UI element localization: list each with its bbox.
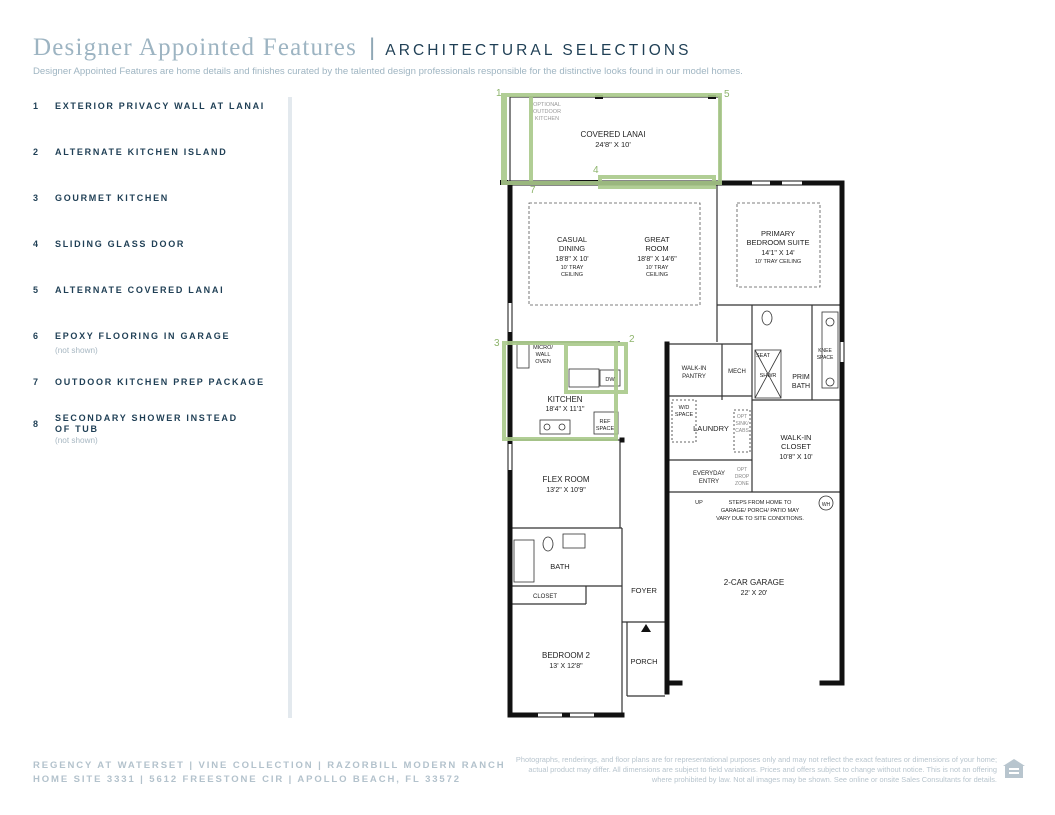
feature-number: 2 [33, 147, 39, 157]
equal-housing-icon [1002, 758, 1026, 780]
label-knee-space: SPACE [816, 355, 834, 361]
footer-line-2: HOME SITE 3331 | 5612 FREESTONE CIR | APOLLO BEACH, FL 33572 [33, 774, 461, 785]
feature-note: (not shown) [55, 436, 98, 445]
feature-label: ALTERNATE COVERED LANAI [55, 285, 225, 295]
feature-label: ALTERNATE KITCHEN ISLAND [55, 147, 228, 157]
label-opt-sink: OPT [736, 414, 748, 420]
label-casual-dining: DINING [558, 244, 586, 253]
feature-label: EPOXY FLOORING IN GARAGE [55, 331, 231, 341]
feature-label: SLIDING GLASS DOOR [55, 239, 186, 249]
label-optional-outdoor-kitchen: OUTDOOR [532, 109, 562, 115]
label-optional-outdoor-kitchen: OPTIONAL [533, 102, 561, 108]
label-micro-wall-oven: MICRO/ [533, 345, 553, 351]
label-great-room: ROOM [645, 244, 669, 253]
feature-note: (not shown) [55, 346, 98, 355]
dims-flex-room: 13'2" X 10'9" [546, 487, 586, 494]
marker-5: 5 [724, 89, 730, 100]
feature-number: 6 [33, 331, 39, 341]
label-seat: SEAT [756, 353, 770, 359]
label-opt-drop: ZONE [735, 481, 749, 487]
label-walk-in-closet: CLOSET [780, 442, 812, 451]
marker-4: 4 [593, 165, 599, 176]
label-opt-sink: SINK/ [735, 421, 749, 427]
label-knee-space: KNEE [818, 348, 832, 354]
label-bedroom-2: BEDROOM 2 [541, 651, 591, 660]
label-walk-in-pantry: PANTRY [682, 374, 706, 380]
note-casual-dining: CEILING [560, 272, 584, 278]
label-wd-space: W/D [678, 405, 690, 411]
dims-covered-lanai: 24'8" X 10' [595, 140, 631, 149]
dims-bedroom-2: 13' X 12'8" [549, 663, 583, 670]
feature-number: 4 [33, 239, 39, 249]
label-kitchen: KITCHEN [547, 395, 583, 404]
title-separator: | [369, 34, 376, 61]
note-casual-dining: 10' TRAY [560, 265, 584, 271]
label-wd-space: SPACE [674, 412, 694, 418]
steps-note: GARAGE/ PORCH/ PATIO MAY [720, 508, 800, 514]
label-foyer: FOYER [631, 586, 657, 595]
label-everyday-entry: EVERYDAY [692, 471, 726, 477]
label-closet: CLOSET [532, 594, 558, 600]
label-wh: WH [821, 502, 831, 508]
marker-3: 3 [494, 338, 500, 349]
dims-casual-dining: 18'8" X 10' [555, 256, 589, 263]
label-ref-space: SPACE [595, 426, 615, 432]
steps-note: STEPS FROM HOME TO [728, 500, 792, 506]
steps-note: VARY DUE TO SITE CONDITIONS. [716, 516, 804, 522]
feature-label: OUTDOOR KITCHEN PREP PACKAGE [55, 377, 265, 387]
marker-2: 2 [629, 334, 635, 345]
label-shwr: SHWR [759, 373, 777, 379]
label-opt-sink: CABS [735, 428, 749, 434]
page-title: Designer Appointed Features [33, 34, 358, 61]
label-bath: BATH [550, 562, 570, 571]
footer-address [33, 759, 506, 787]
feature-number: 3 [33, 193, 39, 203]
label-prim-bath: PRIM [792, 374, 810, 381]
marker-7: 7 [530, 185, 536, 196]
label-flex-room: FLEX ROOM [542, 475, 590, 484]
note-great-room: 10' TRAY [645, 265, 669, 271]
page-subtitle: Designer Appointed Features are home details and finishes curated by the talented design professionals responsible for the distinctive looks found in our model homes. [33, 66, 743, 77]
label-primary-bedroom: PRIMARY [760, 229, 796, 238]
label-opt-drop: DROP [734, 474, 750, 480]
dims-kitchen: 18'4" X 11'1" [545, 406, 585, 413]
label-walk-in-closet: WALK-IN [780, 433, 812, 442]
plan-porch-marker [641, 624, 651, 632]
label-primary-bedroom: BEDROOM SUITE [746, 238, 810, 247]
feature-label: EXTERIOR PRIVACY WALL AT LANAI [55, 101, 266, 111]
label-optional-outdoor-kitchen: KITCHEN [534, 116, 560, 122]
label-up: UP [695, 500, 703, 506]
label-covered-lanai: COVERED LANAI [580, 130, 646, 139]
feature-label: SECONDARY SHOWER INSTEAD OF TUB [55, 413, 238, 434]
footer-disclaimer: Photographs, renderings, and floor plans are for representational purposes only and may not reflect the exact features or dimensions of your home; actual product may differ. All dimensions are subject to field variations. Prices and offers subject to change without notice. This is not an offering where prohibited by law. Not all images may be shown. See online or onsite Sales Consultants for details. [515, 755, 997, 784]
label-ref-space: REF [599, 419, 611, 425]
feature-number: 1 [33, 101, 39, 111]
label-everyday-entry: ENTRY [698, 479, 720, 485]
floor-plan [490, 85, 850, 725]
dims-great-room: 18'8" X 14'6" [637, 256, 677, 263]
note-great-room: CEILING [645, 272, 669, 278]
dims-walk-in-closet: 10'8" X 10' [779, 454, 813, 461]
label-porch: PORCH [630, 657, 658, 666]
page-header [33, 34, 692, 64]
feature-label: GOURMET KITCHEN [55, 193, 169, 203]
label-micro-wall-oven: WALL [535, 352, 551, 358]
label-garage: 2-CAR GARAGE [723, 578, 785, 587]
label-prim-bath: BATH [791, 383, 811, 390]
label-laundry: LAUNDRY [693, 424, 729, 433]
label-dw: DW [605, 377, 615, 383]
dims-primary-bedroom: 14'1" X 14' [761, 250, 795, 257]
highlight-outdoor-kitchen [505, 95, 531, 183]
label-opt-drop: OPT [736, 467, 748, 473]
footer-line-1: REGENCY AT WATERSET | VINE COLLECTION | RAZORBILL MODERN RANCH [33, 760, 506, 771]
marker-1: 1 [496, 88, 502, 99]
label-casual-dining: CASUAL [556, 235, 588, 244]
divider-line [288, 97, 292, 718]
label-micro-wall-oven: OVEN [535, 359, 551, 365]
dims-garage: 22' X 20' [740, 590, 768, 597]
section-title: ARCHITECTURAL SELECTIONS [385, 42, 692, 59]
label-great-room: GREAT [644, 235, 670, 244]
feature-number: 8 [33, 419, 39, 429]
label-walk-in-pantry: WALK-IN [681, 366, 707, 372]
feature-number: 7 [33, 377, 39, 387]
feature-number: 5 [33, 285, 39, 295]
note-primary-bedroom: 10' TRAY CEILING [754, 259, 802, 265]
label-mech: MECH [728, 369, 746, 375]
